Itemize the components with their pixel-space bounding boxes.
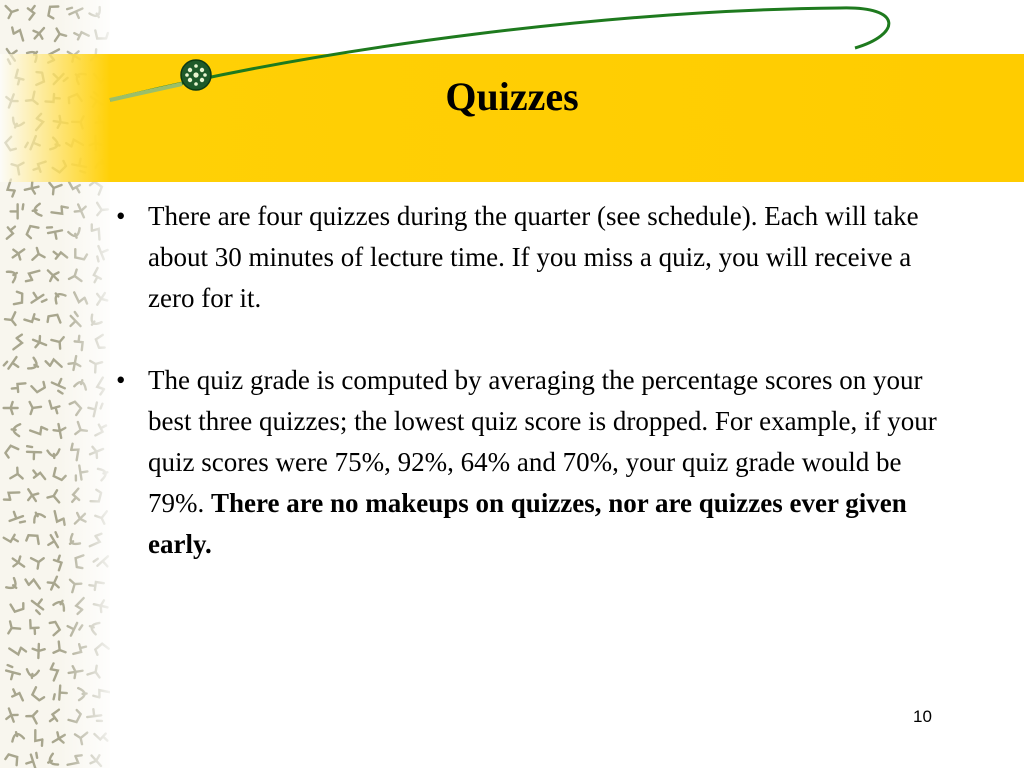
pattern-glyph	[28, 358, 41, 372]
pattern-glyph	[26, 226, 39, 239]
pattern-glyph	[24, 400, 41, 417]
pattern-glyph	[10, 335, 25, 350]
bullet-marker: •	[116, 201, 126, 231]
bullet-text: The quiz grade is computed by averaging the percentage scores on your best three quizzes; the lowest quiz score is dropped. For example, if your quiz scores were 75%, 92%, 64% and 70%, your quiz grade would be 79%.	[148, 365, 937, 518]
pattern-glyph	[47, 449, 60, 458]
pattern-glyph	[26, 751, 41, 768]
pattern-glyph	[32, 248, 44, 260]
pattern-glyph	[3, 357, 19, 369]
pattern-glyph	[10, 290, 26, 306]
pattern-glyph	[47, 490, 60, 503]
pattern-glyph	[30, 620, 39, 634]
pattern-glyph	[26, 269, 39, 282]
pattern-glyph	[10, 731, 24, 742]
pattern-glyph	[30, 378, 47, 395]
pattern-glyph	[9, 244, 27, 262]
pattern-glyph	[46, 754, 58, 768]
slide-body	[116, 196, 956, 606]
pattern-glyph	[10, 467, 25, 482]
pattern-glyph	[11, 202, 28, 219]
pattern-glyph	[32, 204, 42, 217]
pattern-glyph	[25, 577, 39, 591]
pattern-glyph	[2, 224, 18, 239]
pattern-glyph	[10, 688, 23, 704]
pattern-glyph	[3, 620, 20, 637]
pattern-glyph	[3, 706, 19, 723]
pattern-glyph	[26, 669, 39, 678]
pattern-glyph	[4, 531, 20, 545]
pattern-glyph	[32, 293, 48, 306]
pattern-glyph	[32, 600, 44, 615]
pattern-glyph	[24, 442, 41, 459]
bullet-item	[116, 196, 956, 319]
slide-title: Quizzes	[445, 74, 579, 119]
pattern-glyph	[32, 687, 46, 701]
pattern-glyph	[25, 532, 41, 548]
pattern-glyph	[30, 468, 45, 484]
bullet-bold-note: There are no makeups on quizzes, nor are quizzes ever given early.	[148, 488, 907, 559]
pattern-glyph	[31, 730, 47, 746]
pattern-glyph	[31, 554, 46, 569]
pattern-glyph	[31, 510, 45, 523]
pattern-glyph	[24, 312, 40, 324]
slide-number: 10	[913, 707, 932, 726]
pattern-glyph	[5, 753, 19, 767]
pattern-glyph	[30, 422, 47, 439]
pattern-glyph	[6, 578, 20, 592]
pattern-glyph	[4, 402, 18, 414]
bullet-text: There are four quizzes during the quarter (see schedule). Each will take about 30 minutes of lecture time. If you miss a quiz, you will receive a zero for it.	[148, 201, 919, 313]
pattern-glyph	[32, 644, 44, 658]
pattern-glyph	[11, 423, 20, 436]
bullet-item	[116, 360, 956, 565]
pattern-glyph	[9, 598, 26, 615]
pattern-glyph	[11, 383, 26, 392]
pattern-glyph	[4, 488, 19, 503]
pattern-glyph	[4, 312, 19, 327]
pattern-glyph	[10, 512, 27, 527]
pattern-glyph	[5, 445, 19, 459]
pattern-glyph	[31, 334, 48, 350]
pattern-glyph	[23, 486, 41, 504]
pattern-glyph	[9, 554, 27, 572]
bullet-marker: •	[116, 365, 126, 395]
pattern-glyph	[7, 268, 20, 282]
pattern-glyph	[4, 662, 20, 679]
pattern-glyph	[25, 709, 40, 724]
pattern-glyph	[9, 642, 26, 659]
